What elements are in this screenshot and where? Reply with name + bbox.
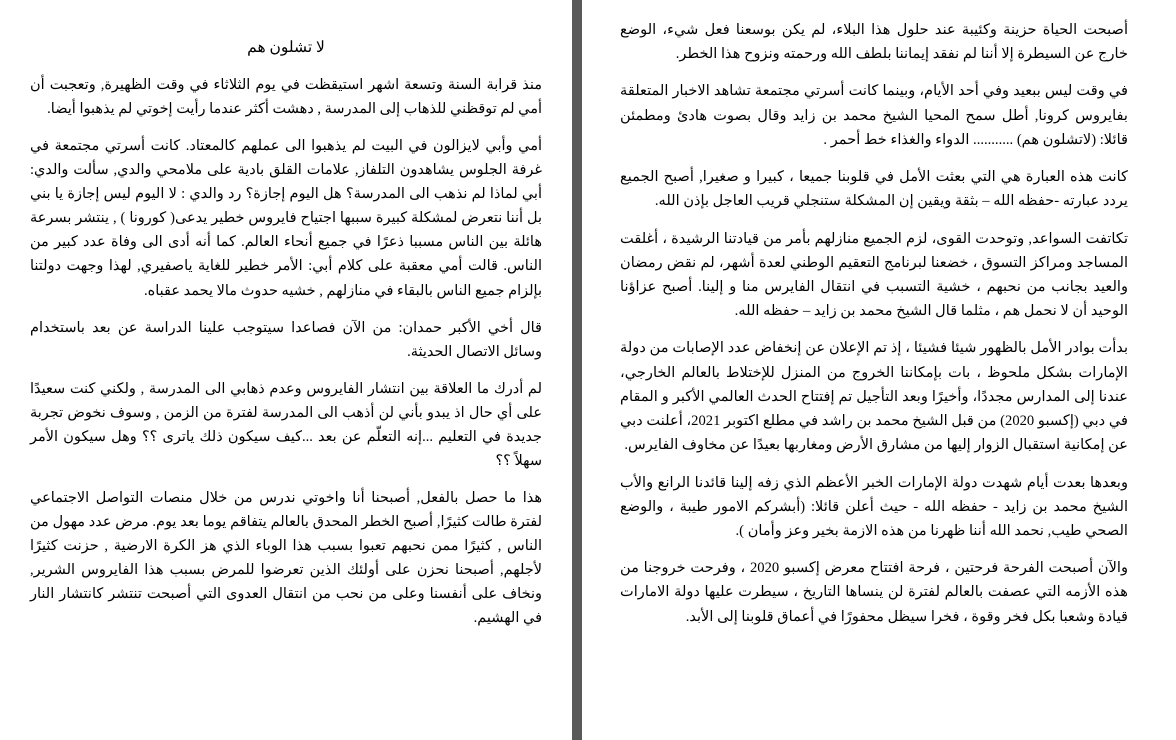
paragraph: تكاتفت السواعد, وتوحدت القوى، لزم الجميع منازلهم بأمر من قيادتنا الرشيدة ، أغلقت المساجد ومراكز التسوق ، خضعنا لبرنامج التعقيم الوطني لعدة أشهر، لم نقض رمضان والعيد بجانب من نحبهم ، خشية التسبب في انتقال الفايرس منا و إلينا. أصبح عزاؤنا الوحيد أن لا نحمل هم ، مثلما قال الشيخ محمد بن زايد – حفظه الله.	[620, 230, 1128, 320]
paragraph: أمي وأبي لايزالون في البيت لم يذهبوا الى عملهم كالمعتاد. كانت أسرتي مجتمعة في غرفة الجلوس يشاهدون التلفاز, علامات القلق بادية على ملامحي والدي, سألت والدي: أبي لماذا لم نذهب الى المدرسة؟ هل اليوم إجازة؟ رد والدي : لا اليوم ليس إجازة يا بني بل أننا نتعرض لمشكلة كبيرة سببها اجتياح فايروس خطير يدعى( كورونا ) , ينتشر بسرعة هائلة بين الناس مسببا ذعرًا في جميع أنحاء العالم. كما أنه أدى الى وفاة عدد كبير من الناس. قالت أمي معقبة على كلام أبي: الأمر خطير للغاية ياصفيري, لهذا وجهت دولتنا بإلزام جميع الناس بالبقاء في منازلهم , خشيه حدوث مالا يحمد عقباه.	[30, 138, 542, 299]
right-text-column	[594, 0, 1176, 740]
paragraph: كانت هذه العبارة هي التي بعثت الأمل في قلوبنا جميعا ، كبيرا و صغيرا, أصبح الجميع يردد عبارته -حفظه الله – بثقة ويقين إن المشكلة ستنجلي قريب العاجل بإذن الله.	[620, 169, 1128, 210]
paragraph: بدأت بوادر الأمل بالظهور شيئا فشيئا ، إذ تم الإعلان عن إنخفاض عدد الإصابات من دولة الإمارات بشكل ملحوظ ، بات بإمكاننا الخروج من المنزل للإختلاط بالعالم الخارجي، عندنا إلى المدارس مجددًا، وأخيرًا وبعد التأجيل تم إفتتاح الحدث العالمي الأكبر و المقام في دبي (إكسبو 2020) من قبل الشيخ محمد بن راشد في مطلع اكتوبر 2021، أعلنت دبي عن إمكانية استقبال الزوار إليها من مشارق الأرض ومغاربها بعيدًا عن مخاوف الفايرس.	[620, 340, 1128, 454]
paragraph: قال أخي الأكبر حمدان: من الآن فصاعدا سيتوجب علينا الدراسة عن بعد باستخدام وسائل الاتصال الحديثة.	[30, 319, 542, 360]
column-divider	[572, 0, 582, 740]
paragraph: هذا ما حصل بالفعل, أصبحنا أنا واخوتي ندرس من خلال منصات التواصل الاجتماعي لفترة طالت كثيرًا, أصبح الخطر المحدق بالعالم يتفاقم يوما بعد يوم. مرض عدد مهول من الناس , كثيرًا ممن نحبهم تعبوا بسبب هذا الوباء الذي هز الكرة الارضية , حزنت كثيرًا لأجلهم, أصبحنا نحزن على أولئك الذين تعرضوا للمرض بسبب هذا الفايروس الشرير, ونخاف على أنفسنا وعلى من نحب من انتقال العدوى التي أصبحت تنتشر كانتشار النار في الهشيم.	[30, 489, 542, 627]
paragraph: والآن أصبحت الفرحة فرحتين ، فرحة افتتاح معرض إكسبو 2020 ، وفرحت خروجنا من هذه الأزمه التي عصفت بالعالم لفترة لن ينساها التاريخ ، سيطرت عليها دولة الامارات قيادة وشعبا بكل فخر وقوة ، فخرا سيظل محفورًا في أعماق قلوبنا إلى الأبد.	[620, 560, 1128, 625]
paragraph: في وقت ليس ببعيد وفي أحد الأيام، وبينما كانت أسرتي مجتمعة تشاهد الاخبار المتعلقة بفايروس كرونا, أطل سمح المحيا الشيخ محمد بن زايد وقال بصوت هادئ ومطمئن قائلا: (لاتشلون هم) ........... الدواء والغذاء خط أحمر .	[620, 83, 1128, 148]
paragraph: منذ قرابة السنة وتسعة اشهر استيقظت في يوم الثلاثاء في وقت الظهيرة, وتعجبت أن أمي لم توقظني للذهاب إلى المدرسة , دهشت أكثر عندما رأيت إخوتي لم يذهبوا أيضا.	[30, 77, 542, 118]
paragraph: لم أدرك ما العلاقة بين انتشار الفايروس وعدم ذهابي الى المدرسة , ولكني كنت سعيدًا على أي حال اذ يبدو بأني لن أذهب الى المدرسة لفترة من الزمن , وسوف نخوض تجربة جديدة في التعليم ...إنه التعلّم عن بعد ...كيف سيكون ذلك ياترى ؟؟ وهل سيكون الأمر سهلاً ؟؟	[30, 380, 542, 469]
paragraph: أصبحت الحياة حزينة وكئيبة عند حلول هذا البلاء، لم يكن بوسعنا فعل شيء، الوضع خارج عن السيطرة إلا أننا لم نفقد إيماننا بلطف الله ورحمته ونزوح هذا الخطر.	[620, 22, 1128, 63]
page-title: لا تشلون هم	[247, 39, 325, 56]
paragraph: وبعدها بعدت أيام شهدت دولة الإمارات الخبر الأعظم الذي زفه إلينا قائدنا الرانع والأب الشيخ محمد بن زايد - حفظه الله - حيث أعلن قائلا: (أبشركم الامور طيبة ، والوضع الصحي طيب, نحمد الله أننا ظهرنا من هذه الازمة بخير وعز وأمان ).	[620, 474, 1128, 539]
